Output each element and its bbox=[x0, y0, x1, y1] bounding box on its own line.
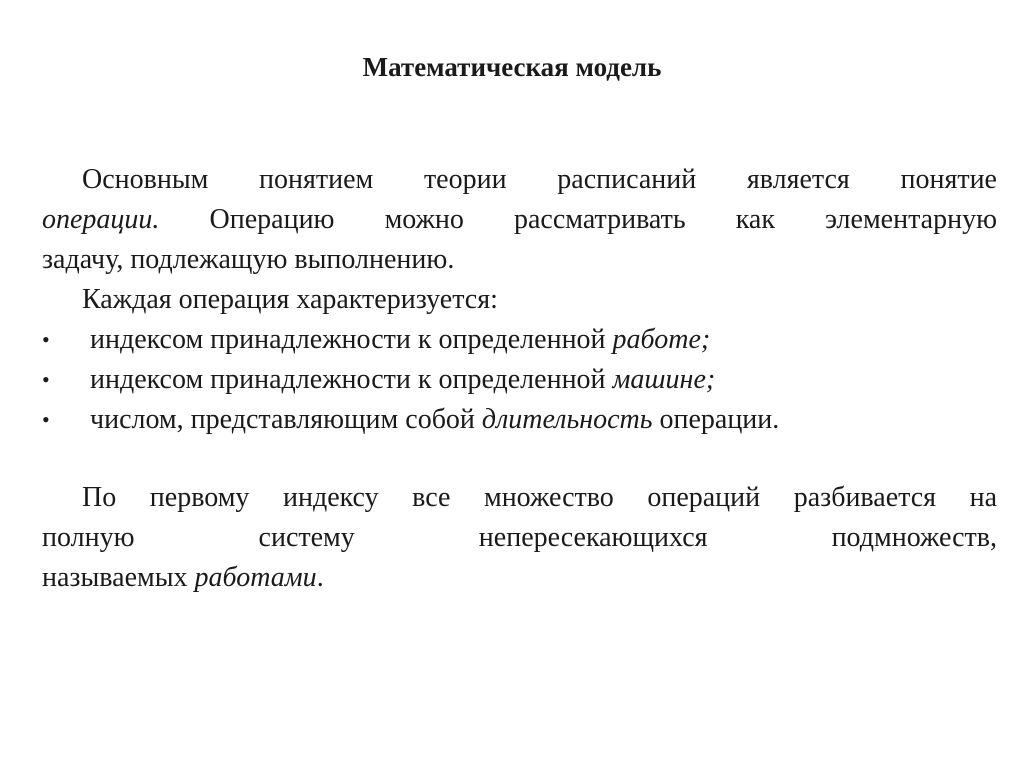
paragraph-characteristics bbox=[42, 280, 997, 440]
list-item bbox=[42, 320, 997, 360]
bullet-icon: • bbox=[42, 367, 50, 392]
para3-line3-end: . bbox=[316, 562, 324, 593]
term-job: работе; bbox=[612, 324, 711, 355]
para1-line3: задачу, подлежащую выполнению. bbox=[42, 244, 455, 275]
list-item bbox=[42, 400, 997, 440]
para3-line3-plain: называемых bbox=[42, 562, 195, 593]
term-operation: операции. bbox=[42, 204, 160, 235]
term-machine: машине; bbox=[612, 364, 716, 395]
term-duration: длительность bbox=[481, 404, 653, 435]
paragraph-operations bbox=[42, 160, 997, 280]
characteristics-list bbox=[42, 320, 997, 440]
para1-line2 bbox=[42, 200, 997, 240]
list-item-tail: операции. bbox=[652, 404, 780, 435]
bullet-icon: • bbox=[42, 327, 50, 352]
para3-line3 bbox=[42, 558, 997, 598]
para2-intro: Каждая операция характеризуется: bbox=[82, 284, 498, 315]
para3-line2: полную систему непересекающихся подмножеств, bbox=[42, 522, 997, 553]
page-title: Математическая модель bbox=[362, 52, 662, 82]
para3-line1: По первому индексу все множество операций разбивается на bbox=[82, 482, 997, 513]
para1-line1: Основным понятием теории расписаний является понятие bbox=[82, 164, 997, 195]
term-jobs: работами bbox=[194, 562, 317, 593]
bullet-icon: • bbox=[42, 407, 50, 432]
para1-line2-rest: Операцию можно рассматривать как элементарную bbox=[159, 204, 997, 235]
list-item bbox=[42, 360, 997, 400]
list-item-text: индексом принадлежности к определенной bbox=[90, 364, 613, 395]
paragraph-jobs bbox=[42, 478, 997, 598]
list-item-text: индексом принадлежности к определенной bbox=[90, 324, 613, 355]
list-item-text: числом, представляющим собой bbox=[90, 404, 482, 435]
